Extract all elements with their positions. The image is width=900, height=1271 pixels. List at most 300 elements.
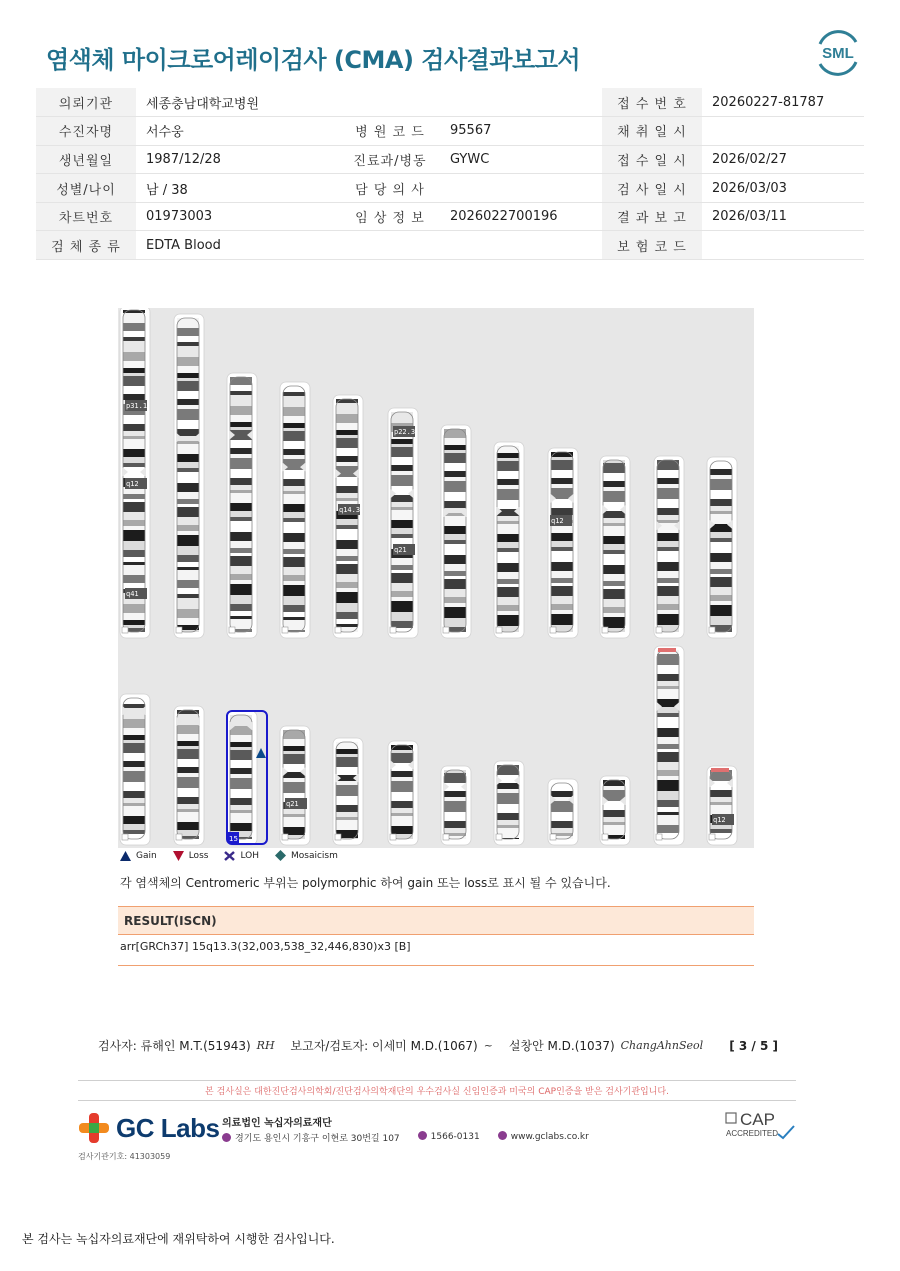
chromosome-band bbox=[283, 423, 305, 428]
chromosome-band bbox=[551, 791, 573, 797]
chromosome-band bbox=[497, 542, 519, 548]
chromosome-band bbox=[336, 462, 358, 466]
third-signer-label: 설창안 M.D.(1037) bbox=[508, 1039, 615, 1053]
chromosome-band bbox=[123, 557, 145, 562]
chromosome-band bbox=[551, 571, 573, 578]
chromosome-band bbox=[551, 614, 573, 625]
chromosome-band bbox=[177, 357, 199, 366]
chromosome-band bbox=[230, 503, 252, 511]
chromosome-band bbox=[230, 406, 252, 415]
info-label: 검 체 종 류 bbox=[36, 231, 136, 260]
chromosome-band bbox=[710, 542, 732, 553]
chromosome-band bbox=[444, 492, 466, 501]
chromosome-band bbox=[123, 771, 145, 782]
chromosome-band bbox=[230, 427, 252, 430]
chromosome-band bbox=[497, 605, 519, 611]
chromosome-band bbox=[551, 484, 573, 488]
chromosome-band bbox=[551, 457, 573, 460]
chromosome-band bbox=[336, 812, 358, 817]
chromosome-band bbox=[336, 785, 358, 796]
chromosome-band bbox=[230, 604, 252, 611]
chromosome-band bbox=[230, 385, 252, 391]
tester-label: 검사자: 류해인 M.T.(51943) bbox=[98, 1039, 251, 1053]
chromosome-checkbox bbox=[176, 834, 182, 840]
chromosome-band bbox=[551, 478, 573, 484]
chromosome-band bbox=[497, 597, 519, 605]
chromosome-band bbox=[283, 746, 305, 751]
chromosome-band bbox=[283, 470, 305, 479]
chromosome-band bbox=[177, 373, 199, 378]
chromosome-band bbox=[177, 588, 199, 594]
chromosome-band bbox=[444, 471, 466, 477]
info-value bbox=[440, 231, 602, 260]
chromosome-checkbox bbox=[709, 627, 715, 633]
chromosome-band bbox=[391, 801, 413, 808]
chromosome-band bbox=[283, 814, 305, 817]
chromosome-band bbox=[551, 508, 573, 515]
website-text[interactable]: www.gclabs.co.kr bbox=[510, 1132, 589, 1142]
info-label: 의뢰기관 bbox=[36, 88, 136, 117]
band-label: q14.3 bbox=[339, 506, 361, 514]
chromosome-band bbox=[710, 538, 732, 542]
chromosome-band bbox=[123, 368, 145, 373]
chromosome-band bbox=[177, 499, 199, 504]
band-label: q41 bbox=[126, 590, 139, 598]
chromosome-band bbox=[603, 780, 625, 786]
chromosome-band bbox=[177, 441, 199, 444]
sml-logo bbox=[812, 30, 864, 76]
chromosome-band bbox=[283, 809, 305, 814]
chromosome-band bbox=[710, 532, 732, 538]
chromosome-band bbox=[230, 574, 252, 580]
footer-divider-bottom bbox=[78, 1100, 796, 1101]
chromosome-band bbox=[336, 820, 358, 830]
karyogram-legend bbox=[120, 850, 338, 861]
chromosome-band bbox=[497, 479, 519, 485]
chromosome-band bbox=[497, 471, 519, 479]
chromosome-band bbox=[657, 586, 679, 596]
chromosome-band bbox=[657, 674, 679, 681]
chromosome-band bbox=[283, 431, 305, 441]
chromosome-band bbox=[391, 457, 413, 465]
chromosome-band bbox=[177, 555, 199, 562]
chromosome-band bbox=[657, 562, 679, 571]
chromosome-band bbox=[497, 584, 519, 587]
info-value: EDTA Blood bbox=[136, 231, 340, 260]
gc-labs-logo bbox=[78, 1112, 219, 1144]
legend-loss-label: Loss bbox=[188, 850, 209, 861]
location-icon bbox=[222, 1133, 231, 1142]
chromosome-band bbox=[444, 773, 466, 783]
chromosome-band bbox=[123, 824, 145, 830]
chromosome-band bbox=[497, 458, 519, 461]
info-value: 20260227-81787 bbox=[702, 88, 864, 117]
chromosome-band bbox=[657, 533, 679, 541]
chromosome-band bbox=[230, 566, 252, 574]
cap-logo-subtext: ACCREDITED bbox=[726, 1129, 779, 1138]
chromosome-band bbox=[230, 541, 252, 548]
chromosome-band bbox=[444, 579, 466, 589]
chromosome-band bbox=[497, 813, 519, 820]
chromosome-band bbox=[710, 506, 732, 511]
chromosome-band bbox=[123, 761, 145, 767]
chromosome-band bbox=[603, 599, 625, 607]
chromosome-band bbox=[336, 749, 358, 754]
chromosome-band bbox=[551, 812, 573, 821]
chromosome-band bbox=[603, 822, 625, 825]
chromosome-band bbox=[283, 581, 305, 585]
chromosome-band bbox=[283, 512, 305, 518]
chromosome-band bbox=[177, 725, 199, 734]
chromosome-band bbox=[444, 453, 466, 463]
chromosome-band bbox=[230, 595, 252, 604]
chromosome-band bbox=[177, 759, 199, 767]
chromosome-band bbox=[391, 781, 413, 792]
info-value: 2026/03/03 bbox=[702, 174, 864, 203]
chromosome-band bbox=[283, 522, 305, 533]
chromosome-band bbox=[444, 576, 466, 579]
gain-marker-icon bbox=[256, 748, 266, 758]
chromosome-band bbox=[123, 373, 145, 376]
chromosome-band bbox=[710, 511, 732, 514]
chromosome-band bbox=[123, 376, 145, 386]
chromosome-checkbox bbox=[335, 627, 341, 633]
chromosome-band bbox=[283, 782, 305, 793]
chromosome-band bbox=[603, 801, 625, 810]
info-value: GYWC bbox=[440, 145, 602, 174]
chromosome-band bbox=[444, 618, 466, 627]
chromosome-band bbox=[657, 610, 679, 614]
chromosome-band bbox=[391, 520, 413, 528]
chromosome-band bbox=[603, 817, 625, 822]
chromosome-band bbox=[551, 452, 573, 457]
chromosome-band bbox=[497, 485, 519, 489]
chromosome-band bbox=[336, 619, 358, 624]
chromosome-checkbox bbox=[443, 627, 449, 633]
chromosome-band bbox=[497, 572, 519, 579]
chromosome-band bbox=[123, 728, 145, 735]
chromosome-15-number: 15 bbox=[229, 835, 238, 843]
chromosome-band bbox=[177, 405, 199, 409]
chromosome-band bbox=[391, 570, 413, 573]
chromosome-band bbox=[230, 478, 252, 485]
loss-triangle-icon bbox=[173, 851, 184, 861]
chromosome-band bbox=[123, 803, 145, 806]
chromosome-band bbox=[123, 502, 145, 512]
info-label: 채 취 일 시 bbox=[602, 117, 702, 146]
chromosome-band bbox=[551, 586, 573, 596]
chromosome-band bbox=[230, 454, 252, 458]
chromosome-band bbox=[177, 420, 199, 429]
chromosome-band bbox=[123, 499, 145, 502]
chromosome-band bbox=[230, 735, 252, 742]
chromosome-band bbox=[391, 792, 413, 801]
chromosome-band bbox=[603, 463, 625, 473]
info-value: 95567 bbox=[440, 117, 602, 146]
chromosome-band bbox=[123, 743, 145, 753]
chromosome-checkbox bbox=[282, 627, 288, 633]
chromosome-band bbox=[177, 598, 199, 609]
chromosome-band bbox=[230, 742, 252, 747]
chromosome-band bbox=[123, 323, 145, 331]
chromosome-band bbox=[444, 450, 466, 453]
chromosome-band bbox=[230, 440, 252, 448]
chromosome-band bbox=[551, 610, 573, 614]
chromosome-band bbox=[391, 771, 413, 777]
chromosome-band bbox=[710, 829, 732, 833]
sml-logo-text: SML bbox=[822, 45, 854, 62]
chromosome-band bbox=[603, 581, 625, 586]
chromosome-band bbox=[123, 698, 145, 704]
chromosome-band bbox=[123, 530, 145, 541]
chromosome-band bbox=[444, 597, 466, 603]
chromosome-band bbox=[497, 783, 519, 789]
chromosome-band bbox=[283, 542, 305, 549]
chromosome-band bbox=[657, 749, 679, 752]
chromosome-band bbox=[177, 468, 199, 472]
chromosome-band bbox=[230, 469, 252, 478]
chromosome-band bbox=[551, 541, 573, 547]
chromosome-band bbox=[603, 487, 625, 491]
chromosome-band bbox=[657, 583, 679, 586]
chromosome-band bbox=[283, 754, 305, 764]
band-label: q12 bbox=[713, 816, 726, 824]
chromosome-band bbox=[710, 797, 732, 802]
chromosome-band bbox=[497, 825, 519, 828]
chromosome-checkbox bbox=[602, 834, 608, 840]
chromosome-band bbox=[710, 569, 732, 574]
chromosome-band bbox=[336, 498, 358, 501]
chromosome-band bbox=[283, 549, 305, 554]
chromosome-band bbox=[497, 453, 519, 458]
chromosome-band bbox=[497, 579, 519, 584]
info-label: 성별/나이 bbox=[36, 174, 136, 203]
chromosome-band bbox=[391, 528, 413, 534]
chromosome-band bbox=[123, 457, 145, 463]
chromosome-band bbox=[657, 791, 679, 800]
chromosome-band bbox=[123, 520, 145, 526]
chromosome-band bbox=[391, 565, 413, 570]
chromosome-band bbox=[123, 782, 145, 791]
foundation-name: 의료법인 녹십자의료재단 bbox=[222, 1118, 332, 1129]
chromosome-band bbox=[230, 448, 252, 454]
chromosome-band bbox=[603, 607, 625, 613]
chromosome-band bbox=[283, 567, 305, 575]
chromosome-band bbox=[123, 337, 145, 341]
signature-line bbox=[98, 1037, 778, 1054]
website[interactable] bbox=[498, 1131, 589, 1144]
chromosome-band bbox=[336, 612, 358, 619]
chromosome-band bbox=[551, 578, 573, 583]
chromosome-band bbox=[177, 714, 199, 725]
chromosome-band bbox=[444, 481, 466, 492]
report-title: 염색체 마이크로어레이검사 (CMA) 검사결과보고서 bbox=[46, 46, 581, 74]
chromosome-band bbox=[177, 580, 199, 588]
chromosome-band bbox=[230, 616, 252, 619]
chromosome-band bbox=[551, 551, 573, 562]
chromosome-band bbox=[123, 798, 145, 803]
chromosome-band bbox=[123, 791, 145, 798]
chromosome-band bbox=[123, 449, 145, 457]
chromosome-band bbox=[603, 565, 625, 574]
chromosome-band bbox=[657, 499, 679, 508]
chromosome-band bbox=[177, 336, 199, 342]
chromosome-band bbox=[123, 575, 145, 583]
chromosome-checkbox bbox=[656, 627, 662, 633]
chromosome-band bbox=[497, 489, 519, 500]
chromosome-band bbox=[177, 381, 199, 391]
globe-icon bbox=[498, 1131, 507, 1140]
chromosome-band bbox=[497, 548, 519, 552]
chromosome-band bbox=[177, 525, 199, 531]
chromosome-band bbox=[657, 614, 679, 625]
chromosome-band bbox=[177, 531, 199, 535]
chromosome-band bbox=[657, 484, 679, 488]
legend-gain-label: Gain bbox=[136, 850, 157, 861]
chromosome-band bbox=[336, 435, 358, 438]
chromosome-band bbox=[603, 613, 625, 617]
chromosome-band bbox=[123, 361, 145, 368]
info-value: 세종충남대학교병원 bbox=[136, 88, 340, 117]
chromosome-band bbox=[123, 424, 145, 431]
chromosome-band bbox=[391, 583, 413, 591]
chromosome-band bbox=[551, 821, 573, 828]
chromosome-band bbox=[444, 438, 466, 445]
info-label: 생년월일 bbox=[36, 145, 136, 174]
chromosome-checkbox bbox=[335, 834, 341, 840]
chromosome-band bbox=[336, 448, 358, 456]
chromosome-band bbox=[497, 461, 519, 471]
chromosome-checkbox bbox=[443, 834, 449, 840]
chromosome-band bbox=[230, 810, 252, 813]
chromosome-band bbox=[497, 516, 519, 521]
info-value: 01973003 bbox=[136, 202, 340, 231]
chromosome-band bbox=[177, 567, 199, 570]
chromosome-band bbox=[336, 767, 358, 775]
info-label: 임 상 정 보 bbox=[340, 202, 440, 231]
chromosome-band bbox=[177, 342, 199, 346]
certification-text: 본 검사실은 대한진단검사의학회/진단검사의학재단의 우수검사실 신임인증과 미국의 CAP인증을 받은 검사기관입니다. bbox=[205, 1087, 669, 1097]
page-number: [ 3 / 5 ] bbox=[729, 1038, 778, 1053]
info-row bbox=[36, 145, 864, 174]
chromosome-band bbox=[657, 800, 679, 807]
chromosome-band bbox=[230, 584, 252, 595]
chromosome-band bbox=[710, 577, 732, 587]
chromosome-band bbox=[657, 665, 679, 674]
chromosome-band bbox=[657, 689, 679, 699]
chromosome-band bbox=[444, 516, 466, 526]
chromosome-band bbox=[283, 479, 305, 486]
contact-info bbox=[222, 1131, 589, 1144]
info-value: 2026/03/11 bbox=[702, 202, 864, 231]
chromosome-checkbox bbox=[390, 834, 396, 840]
info-label: 보 험 코 드 bbox=[602, 231, 702, 260]
gain-triangle-icon bbox=[120, 851, 131, 861]
chromosome-band bbox=[177, 788, 199, 797]
chromosome-band bbox=[710, 469, 732, 475]
chromosome-band bbox=[230, 813, 252, 823]
chromosome-band bbox=[177, 399, 199, 405]
chromosome-band bbox=[230, 415, 252, 422]
chromosome-band bbox=[177, 429, 199, 436]
chromosome-band bbox=[177, 346, 199, 357]
chromosome-band bbox=[177, 546, 199, 555]
chromosome-band bbox=[123, 341, 145, 352]
chromosome-band bbox=[497, 820, 519, 825]
chromosome-band bbox=[391, 753, 413, 763]
telomere-mark bbox=[658, 648, 676, 652]
address bbox=[222, 1131, 400, 1144]
chromosome-band bbox=[497, 804, 519, 813]
chromosome-band bbox=[336, 817, 358, 820]
band-label: p22.3 bbox=[394, 428, 416, 436]
result-heading: RESULT(ISCN) bbox=[118, 906, 754, 935]
chromosome-band bbox=[177, 777, 199, 788]
chromosome-band bbox=[710, 574, 732, 577]
chromosome-band bbox=[657, 728, 679, 737]
chromosome-band bbox=[336, 592, 358, 603]
chromosome-band bbox=[657, 717, 679, 728]
info-value bbox=[440, 174, 602, 203]
chromosome-band bbox=[177, 444, 199, 454]
info-label: 검 사 일 시 bbox=[602, 174, 702, 203]
chromosome-band bbox=[283, 407, 305, 416]
chromosome-band bbox=[551, 828, 573, 833]
chromosome-band bbox=[497, 500, 519, 509]
chromosome-band bbox=[123, 830, 145, 834]
chromosome-band bbox=[336, 582, 358, 588]
chromosome-band bbox=[283, 428, 305, 431]
chromosome-band bbox=[336, 403, 358, 414]
info-label: 병 원 코 드 bbox=[340, 117, 440, 146]
chromosome-band bbox=[230, 521, 252, 532]
gc-labs-name: GC Labs bbox=[116, 1112, 220, 1143]
chromosome-band bbox=[444, 797, 466, 801]
chromosome-band bbox=[123, 541, 145, 550]
chromosome-band bbox=[710, 595, 732, 601]
chromosome-band bbox=[123, 806, 145, 816]
chromosome-band bbox=[230, 517, 252, 521]
chromosome-band bbox=[177, 746, 199, 749]
chromosome-band bbox=[657, 596, 679, 604]
chromosome-band bbox=[177, 504, 199, 507]
chromosome-band bbox=[123, 704, 145, 708]
chromosome-band bbox=[123, 436, 145, 439]
footer-divider-top bbox=[78, 1080, 796, 1081]
chromosome-band bbox=[444, 607, 466, 618]
chromosome-band bbox=[177, 409, 199, 420]
chromosome-band bbox=[497, 524, 519, 534]
chromosome-band bbox=[444, 589, 466, 597]
chromosome-band bbox=[657, 737, 679, 744]
chromosome-band bbox=[336, 564, 358, 574]
chromosome-band bbox=[444, 544, 466, 555]
chromosome-band bbox=[657, 686, 679, 689]
info-value: 2026/02/27 bbox=[702, 145, 864, 174]
phone-text: 1566-0131 bbox=[430, 1132, 480, 1142]
chromosome-band bbox=[391, 471, 413, 475]
chromosome-band bbox=[444, 477, 466, 481]
info-label: 진료과/병동 bbox=[340, 145, 440, 174]
info-label: 담 당 의 사 bbox=[340, 174, 440, 203]
chromosome-band bbox=[603, 589, 625, 599]
chromosome-band bbox=[391, 558, 413, 565]
chromosome-band bbox=[177, 517, 199, 525]
chromosome-band bbox=[444, 603, 466, 607]
chromosome-band bbox=[497, 552, 519, 563]
chromosome-band bbox=[603, 473, 625, 481]
chromosome-band bbox=[230, 798, 252, 805]
